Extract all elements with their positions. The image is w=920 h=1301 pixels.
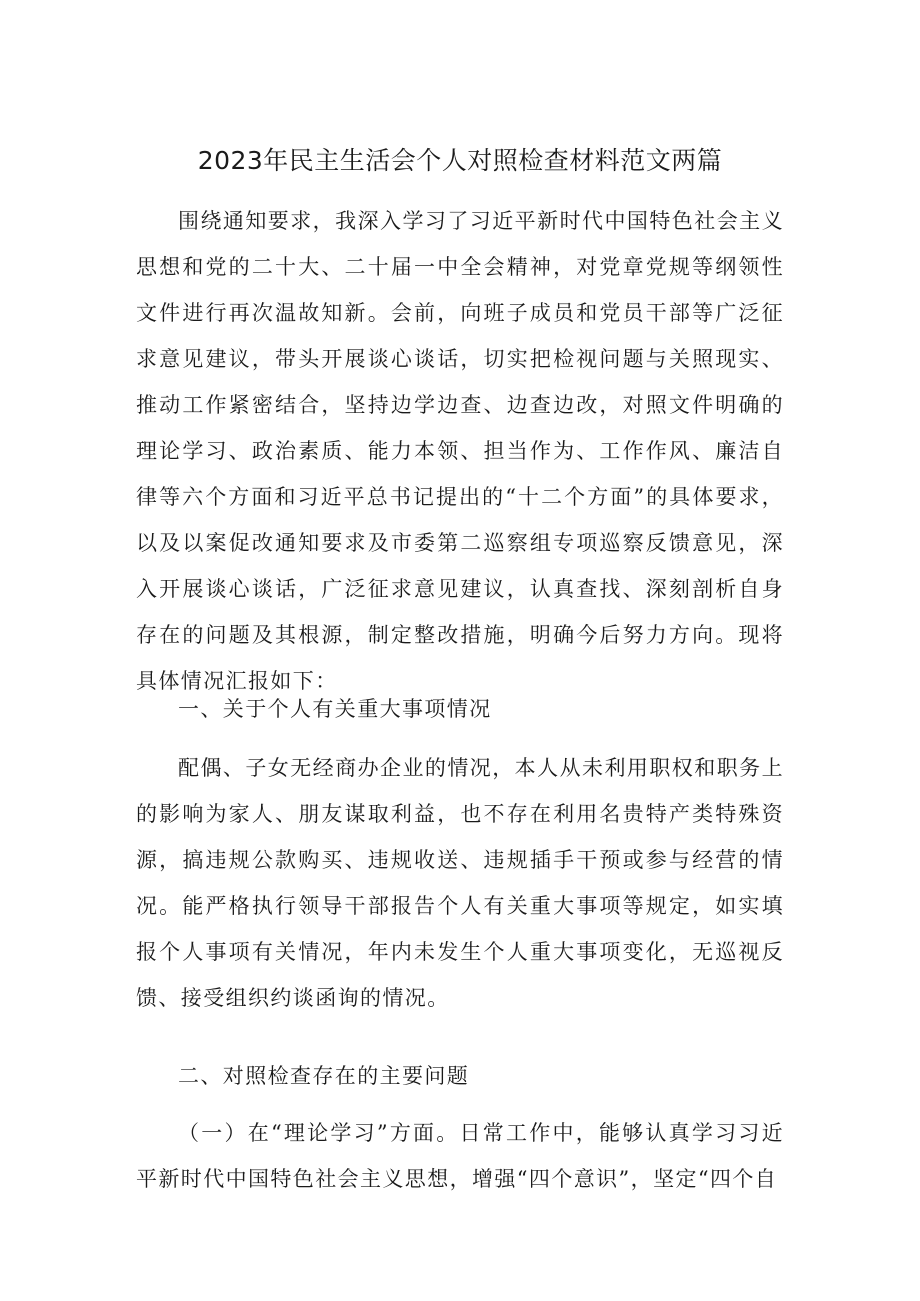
section-two-paragraph: （一）在“理论学习”方面。日常工作中，能够认真学习习近平新时代中国特色社会主义思想，增强“四个意识”，坚定“四个自 <box>136 1121 784 1191</box>
document-title: 2023年民主生活会个人对照检查材料范文两篇 <box>197 146 723 175</box>
section-one-heading: 一、关于个人有关重大事项情况 <box>178 697 492 721</box>
section-one-paragraph: 配偶、子女无经商办企业的情况，本人从未利用职权和职务上的影响为家人、朋友谋取利益，也不存在利用名贵特产类特殊资源，搞违规公款购买、违规收送、违规插手干预或参与经营的情况。能严格执行领导干部报告个人有关重大事项等规定，如实填报个人事项有关情况，年内未发生个人重大事项变化，无巡视反馈、接受组织约谈函询的情况。 <box>136 756 784 1010</box>
intro-paragraph: 围绕通知要求，我深入学习了习近平新时代中国特色社会主义思想和党的二十大、二十届一中全会精神，对党章党规等纲领性文件进行再次温故知新。会前，向班子成员和党员干部等广泛征求意见建议，带头开展谈心谈话，切实把检视问题与关照现实、推动工作紧密结合，坚持边学边查、边查边改，对照文件明确的理论学习、政治素质、能力本领、担当作为、工作作风、廉洁自律等六个方面和习近平总书记提出的“十二个方面”的具体要求，以及以案促改通知要求及市委第二巡察组专项巡察反馈意见，深入开展谈心谈话，广泛征求意见建议，认真查找、深刻剖析自身存在的问题及其根源，制定整改措施，明确今后努力方向。现将具体情况汇报如下： <box>136 209 784 693</box>
section-two-heading: 二、对照检查存在的主要问题 <box>178 1064 470 1088</box>
